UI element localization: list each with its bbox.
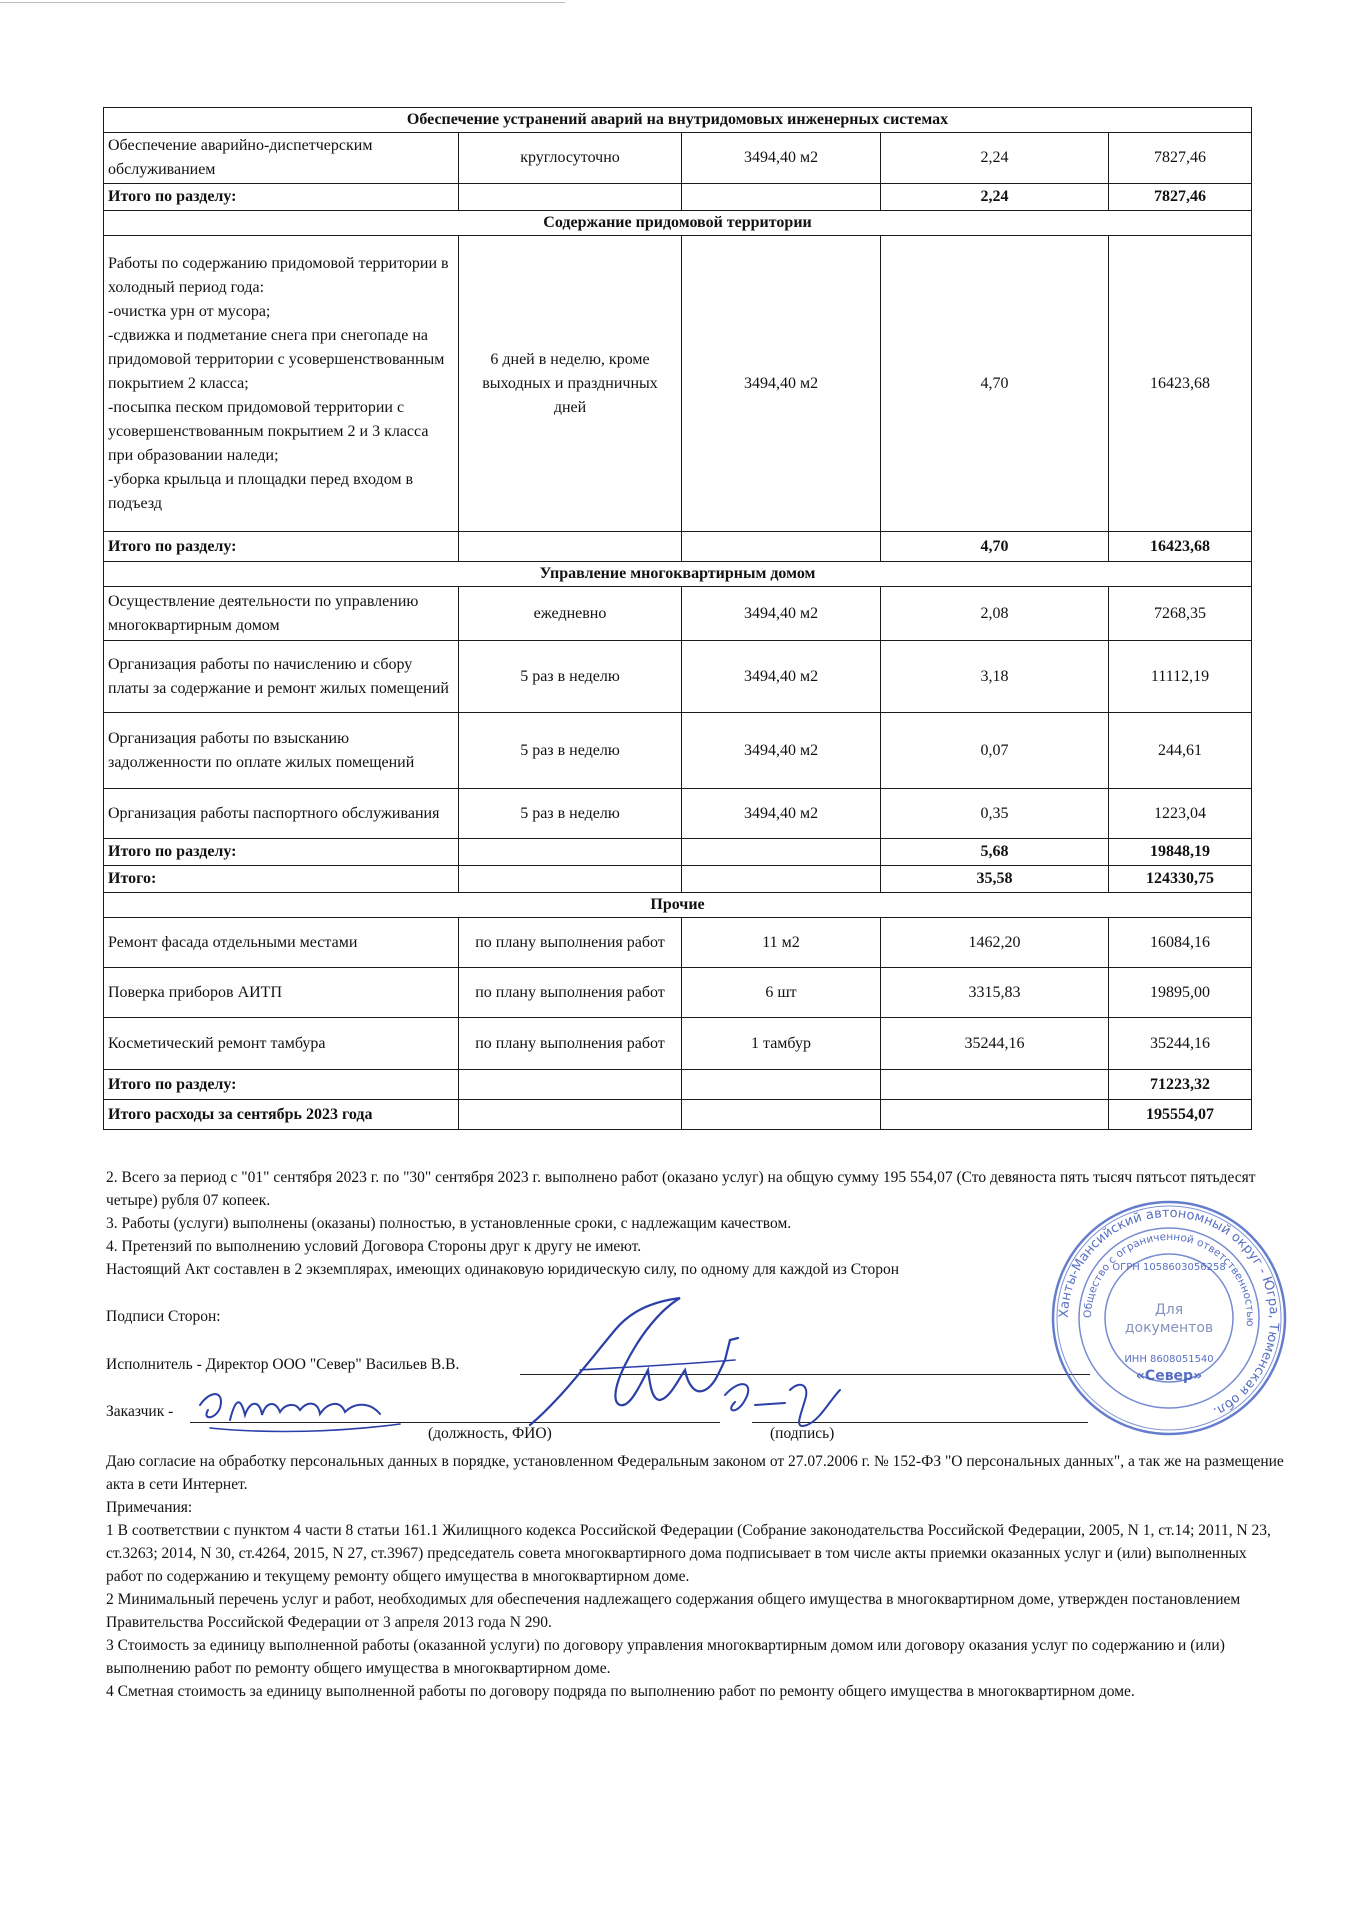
work-amount: 16423,68 bbox=[1109, 236, 1252, 532]
section-title: Управление многоквартирным домом bbox=[104, 562, 1252, 587]
total-rate: 2,24 bbox=[881, 184, 1109, 211]
table-row bbox=[104, 236, 1252, 532]
table-row bbox=[104, 789, 1252, 839]
work-frequency: 5 раз в неделю bbox=[459, 789, 682, 839]
work-volume: 3494,40 м2 bbox=[682, 713, 881, 789]
total-amount: 7827,46 bbox=[1109, 184, 1252, 211]
work-frequency: 5 раз в неделю bbox=[459, 641, 682, 713]
stamp-center-line2: документов bbox=[1124, 1320, 1214, 1336]
section-total-row bbox=[104, 1070, 1252, 1100]
stamp-center-line1: Для bbox=[1154, 1302, 1184, 1318]
work-name: Работы по содержанию придомовой территории в холодный период года: -очистка урн от мусора; -сдвижка и подметание снега при снегопаде на придомовой территории с усовершенствованным покрытием 2 класса; -посыпка песком придомовой территории с усовершенствованным покрытием 2 и 3 класса при образовании наледи; -уборка крыльца и площадки перед входом в подъезд bbox=[104, 236, 459, 532]
total-label: Итого по разделу: bbox=[104, 1070, 459, 1100]
customer-label: Заказчик - bbox=[106, 1403, 174, 1420]
work-frequency: круглосуточно bbox=[459, 133, 682, 184]
work-amount: 11112,19 bbox=[1109, 641, 1252, 713]
section-header bbox=[104, 893, 1252, 918]
work-volume: 1 тамбур bbox=[682, 1018, 881, 1070]
work-name: Обеспечение аварийно-диспетчерским обслуживанием bbox=[104, 133, 459, 184]
grand-total-label: Итого: bbox=[104, 866, 459, 893]
work-frequency: по плану выполнения работ bbox=[459, 968, 682, 1018]
work-volume: 6 шт bbox=[682, 968, 881, 1018]
table-row bbox=[104, 968, 1252, 1018]
work-amount: 7827,46 bbox=[1109, 133, 1252, 184]
work-volume: 11 м2 bbox=[682, 918, 881, 968]
work-amount: 244,61 bbox=[1109, 713, 1252, 789]
month-total-label: Итого расходы за сентябрь 2023 года bbox=[104, 1100, 459, 1130]
work-amount: 7268,35 bbox=[1109, 587, 1252, 641]
work-frequency: ежедневно bbox=[459, 587, 682, 641]
section-total-row bbox=[104, 184, 1252, 211]
stamp-ring-text: Ханты-Мансийский автономный округ - Югра, Тюменская обл. bbox=[1056, 1205, 1282, 1420]
work-volume: 3494,40 м2 bbox=[682, 789, 881, 839]
section-total-row bbox=[104, 839, 1252, 866]
work-rate: 35244,16 bbox=[881, 1018, 1109, 1070]
stamp-inner-text: Общество с ограниченной ответственностью bbox=[1081, 1230, 1257, 1327]
section-header bbox=[104, 211, 1252, 236]
work-rate: 2,08 bbox=[881, 587, 1109, 641]
statement-total: 2. Всего за период с "01" сентября 2023 г. по "30" сентября 2023 г. выполнено работ (оказано услуг) на общую сумму 195 554,07 (Сто девяноста пять тысяч пятьсот пятьдесят четыре) рубля 07 копеек. bbox=[106, 1169, 1256, 1209]
customer-position-handwriting bbox=[190, 1380, 410, 1440]
executor-line: Исполнитель - Директор ООО "Север" Васильев В.В. bbox=[106, 1356, 460, 1373]
table-row bbox=[104, 641, 1252, 713]
total-rate: 5,68 bbox=[881, 839, 1109, 866]
work-amount: 16084,16 bbox=[1109, 918, 1252, 968]
work-rate: 3,18 bbox=[881, 641, 1109, 713]
section-total-row bbox=[104, 532, 1252, 562]
work-frequency: по плану выполнения работ bbox=[459, 1018, 682, 1070]
note-3: 3 Стоимость за единицу выполненной работы (оказанной услуги) по договору управления многоквартирным домом или договору оказания услуг по содержанию и (или) выполнению работ по ремонту общего имущества в многоквартирном доме. bbox=[106, 1637, 1225, 1677]
work-amount: 1223,04 bbox=[1109, 789, 1252, 839]
total-label: Итого по разделу: bbox=[104, 839, 459, 866]
notes-title: Примечания: bbox=[106, 1499, 193, 1516]
section-header bbox=[104, 108, 1252, 133]
stamp-ogrn: ОГРН 1058603056258 bbox=[1112, 1262, 1226, 1273]
section-header bbox=[104, 562, 1252, 587]
month-total-amount: 195554,07 bbox=[1109, 1100, 1252, 1130]
section-title: Прочие bbox=[104, 893, 1252, 918]
work-amount: 35244,16 bbox=[1109, 1018, 1252, 1070]
work-rate: 0,35 bbox=[881, 789, 1109, 839]
work-frequency: 5 раз в неделю bbox=[459, 713, 682, 789]
position-caption: (должность, ФИО) bbox=[428, 1425, 552, 1442]
table-row bbox=[104, 133, 1252, 184]
note-4: 4 Сметная стоимость за единицу выполненной работы по договору подряда по выполнению работ по ремонту общего имущества в многоквартирном доме. bbox=[106, 1683, 1135, 1700]
work-name: Поверка приборов АИТП bbox=[104, 968, 459, 1018]
total-amount: 71223,32 bbox=[1109, 1070, 1252, 1100]
work-volume: 3494,40 м2 bbox=[682, 236, 881, 532]
table-row bbox=[104, 918, 1252, 968]
month-total-row bbox=[104, 1100, 1252, 1130]
customer-signature-handwriting bbox=[715, 1370, 855, 1440]
work-frequency: 6 дней в неделю, кроме выходных и праздничных дней bbox=[459, 236, 682, 532]
work-amount: 19895,00 bbox=[1109, 968, 1252, 1018]
work-name: Косметический ремонт тамбура bbox=[104, 1018, 459, 1070]
table-row bbox=[104, 587, 1252, 641]
work-name: Организация работы по начислению и сбору платы за содержание и ремонт жилых помещений bbox=[104, 641, 459, 713]
note-2: 2 Минимальный перечень услуг и работ, необходимых для обеспечения надлежащего содержания общего имущества в многоквартирном доме, утвержден постановлением Правительства Российской Федерации от 3 апреля 2013 года N 290. bbox=[106, 1591, 1241, 1631]
work-rate: 4,70 bbox=[881, 236, 1109, 532]
total-label: Итого по разделу: bbox=[104, 532, 459, 562]
work-frequency: по плану выполнения работ bbox=[459, 918, 682, 968]
table-row bbox=[104, 713, 1252, 789]
work-name: Организация работы по взысканию задолженности по оплате жилых помещений bbox=[104, 713, 459, 789]
top-edge-line bbox=[0, 2, 565, 3]
work-name: Ремонт фасада отдельными местами bbox=[104, 918, 459, 968]
company-stamp bbox=[1048, 1198, 1290, 1438]
signature-caption: (подпись) bbox=[770, 1425, 835, 1442]
work-rate: 3315,83 bbox=[881, 968, 1109, 1018]
section-title: Содержание придомовой территории bbox=[104, 211, 1252, 236]
note-1: 1 В соответствии с пунктом 4 части 8 статьи 161.1 Жилищного кодекса Российской Федерации (Собрание законодательства Российской Федерации, 2005, N 1, ст.14; 2011, N 23, ст.3263; 2014, N 30, ст.4264, 2015, N 27, ст.3967) председатель совета многоквартирного дома подписывает в том числе акты приемки оказанных услуг и (или) выполненных работ по содержанию и текущему ремонту общего имущества в многоквартирном доме. bbox=[106, 1522, 1271, 1585]
total-rate: 4,70 bbox=[881, 532, 1109, 562]
total-amount: 16423,68 bbox=[1109, 532, 1252, 562]
work-name: Осуществление деятельности по управлению многоквартирным домом bbox=[104, 587, 459, 641]
consent-and-notes bbox=[106, 1450, 1286, 1703]
grand-total-rate: 35,58 bbox=[881, 866, 1109, 893]
work-rate: 2,24 bbox=[881, 133, 1109, 184]
statement-claims: 4. Претензий по выполнению условий Договора Стороны друг к другу не имеют. bbox=[106, 1238, 642, 1255]
act-table bbox=[103, 107, 1252, 1130]
total-amount: 19848,19 bbox=[1109, 839, 1252, 866]
grand-total-amount: 124330,75 bbox=[1109, 866, 1252, 893]
section-title: Обеспечение устранений аварий на внутридомовых инженерных системах bbox=[104, 108, 1252, 133]
stamp-inn: ИНН 8608051540 bbox=[1124, 1354, 1214, 1365]
statement-copies: Настоящий Акт составлен в 2 экземплярах, имеющих одинаковую юридическую силу, по одному для каждой из Сторон bbox=[106, 1261, 900, 1278]
work-volume: 3494,40 м2 bbox=[682, 641, 881, 713]
work-volume: 3494,40 м2 bbox=[682, 587, 881, 641]
statement-quality: 3. Работы (услуги) выполнены (оказаны) полностью, в установленные сроки, с надлежащим качеством. bbox=[106, 1215, 792, 1232]
table-row bbox=[104, 1018, 1252, 1070]
total-label: Итого по разделу: bbox=[104, 184, 459, 211]
work-name: Организация работы паспортного обслуживания bbox=[104, 789, 459, 839]
consent-text: Даю согласие на обработку персональных данных в порядке, установленном Федеральным законом от 27.07.2006 г. № 152-ФЗ "О персональных данных", а так же на размещение акта в сети Интернет. bbox=[106, 1453, 1284, 1493]
stamp-name: «Север» bbox=[1135, 1368, 1203, 1384]
work-volume: 3494,40 м2 bbox=[682, 133, 881, 184]
work-rate: 1462,20 bbox=[881, 918, 1109, 968]
grand-total-row bbox=[104, 866, 1252, 893]
work-rate: 0,07 bbox=[881, 713, 1109, 789]
signatures-title: Подписи Сторон: bbox=[106, 1308, 221, 1325]
